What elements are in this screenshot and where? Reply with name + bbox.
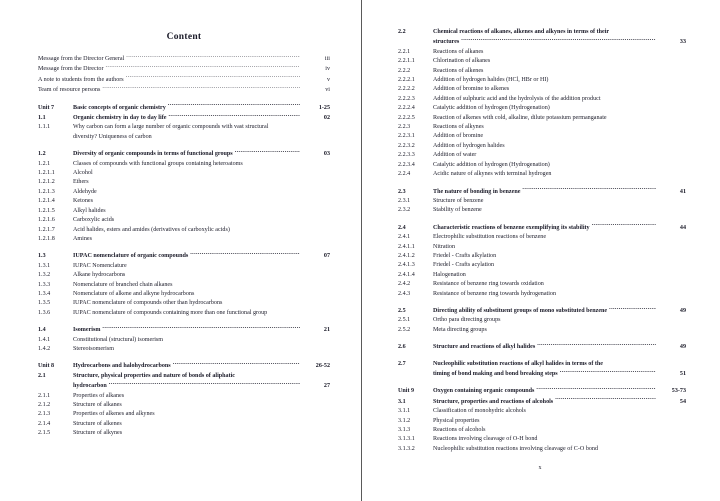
- front-matter-row[interactable]: [38, 64, 330, 74]
- entry-number: 2.2.2.2: [398, 86, 415, 93]
- leader-dots: [592, 223, 656, 229]
- entry-number: 2.1: [38, 372, 46, 379]
- entry-label: Carboxylic acids: [73, 217, 115, 224]
- entry-number: 2.2.4: [398, 171, 411, 178]
- leader-dots: [555, 397, 656, 403]
- toc-entry-row[interactable]: [38, 290, 330, 299]
- entry-label: The nature of bonding in benzene: [433, 188, 521, 195]
- leader-dots: [461, 37, 656, 43]
- entry-number: 1.2: [38, 151, 46, 158]
- entry-label: Meta directing groups: [433, 326, 487, 333]
- entry-number: 1.3.1: [38, 262, 51, 269]
- entry-label: Reaction of alkenes with cold, alkaline, dilute potassium permanganate: [433, 114, 607, 121]
- leader-dots: [235, 149, 300, 155]
- entry-label: Friedel - Crafts alkylation: [433, 252, 497, 259]
- entry-label: Addition of bromine to alkenes: [433, 86, 510, 93]
- entry-label: Reactions involving cleavage of O-H bond: [433, 436, 538, 443]
- toc-entry-row[interactable]: [38, 325, 330, 335]
- entry-label: hydrocarbon: [73, 383, 107, 390]
- entry-label: Hydrocarbons and halohydrocarbons: [73, 363, 171, 370]
- entry-number: 2.2.1: [398, 48, 411, 55]
- toc-entry-row[interactable]: [398, 280, 686, 289]
- toc-entry-row[interactable]: [398, 187, 686, 197]
- toc-list-left: [38, 103, 330, 439]
- toc-entry-row[interactable]: [398, 76, 686, 85]
- entry-number: 2.4: [398, 224, 406, 231]
- entry-label: IUPAC Nomenclature: [73, 262, 127, 269]
- entry-label: Properties of alkanes: [73, 392, 125, 399]
- toc-unit-row[interactable]: [38, 361, 330, 371]
- entry-number: 1.2.1.6: [38, 217, 55, 224]
- front-matter-label: Team of resource persons: [38, 87, 101, 94]
- entry-label: Friedel - Crafts acylation: [433, 262, 495, 269]
- toc-entry-row[interactable]: [398, 48, 686, 57]
- leader-dots: [560, 369, 656, 375]
- entry-number: 2.5.2: [398, 326, 411, 333]
- entry-label: Why carbon can form a large number of organic compounds with vast structural: [73, 124, 269, 131]
- entry-number: 3.1.1: [398, 408, 411, 415]
- leader-dots: [168, 113, 300, 119]
- entry-number: 1.3.4: [38, 290, 51, 297]
- entry-number: Unit 7: [38, 104, 55, 111]
- entry-number: 2.4.1: [398, 234, 411, 241]
- entry-label: Constitutional (structural) isomerism: [73, 336, 164, 343]
- entry-label: Nucleophilic substitution reactions involving cleavage of C-O bond: [433, 445, 599, 452]
- entry-label: Addition of hydrogen halides: [433, 142, 505, 149]
- toc-entry-continuation[interactable]: [38, 381, 330, 391]
- entry-number: 1.3.3: [38, 281, 51, 288]
- entry-number-spacer: [38, 133, 73, 142]
- entry-label: Structure of alkenes: [73, 420, 122, 427]
- entry-number: 2.1.2: [38, 402, 51, 408]
- entry-number: 1.2.1.3: [38, 188, 55, 195]
- leader-dots: [168, 103, 300, 109]
- entry-label: Nomenclature of branched chain alkanes: [73, 281, 173, 288]
- toc-entry-row[interactable]: [398, 161, 686, 170]
- toc-entry-row[interactable]: [398, 261, 686, 270]
- entry-number: 1.2.1.1: [38, 170, 55, 177]
- page-number: 26-52: [315, 363, 330, 370]
- toc-entry-continuation[interactable]: [398, 369, 686, 379]
- entry-label: IUPAC nomenclature of organic compounds: [73, 253, 189, 260]
- toc-entry-row[interactable]: [38, 149, 330, 159]
- page-number: 51: [679, 371, 686, 377]
- entry-number: 1.3.5: [38, 300, 51, 307]
- entry-number: 2.5.1: [398, 317, 411, 324]
- page-number: 44: [679, 224, 686, 231]
- page-number: 07: [323, 253, 330, 260]
- front-matter-label: Message from the Director: [38, 66, 104, 73]
- toc-unit-row[interactable]: [398, 386, 686, 396]
- toc-entry-row[interactable]: [398, 445, 686, 454]
- entry-label: Catalytic addition of hydrogen (Hydrogenation): [433, 105, 550, 112]
- entry-number: 2.3.2: [398, 207, 411, 214]
- entry-number: 1.2.1.7: [38, 226, 55, 233]
- toc-unit-row[interactable]: [38, 103, 330, 113]
- entry-number: 2.4.3: [398, 290, 411, 297]
- toc-entry-row[interactable]: [398, 67, 686, 76]
- entry-label: Alkyl halides: [73, 207, 106, 214]
- toc-entry-row[interactable]: [38, 410, 330, 419]
- toc-entry-continuation[interactable]: [398, 37, 686, 47]
- leader-dots: [173, 361, 300, 367]
- entry-label: Reactions of alkynes: [433, 124, 484, 131]
- toc-entry-row[interactable]: [398, 407, 686, 416]
- page-number: 27: [323, 383, 330, 390]
- toc-entry-row[interactable]: [398, 206, 686, 215]
- toc-entry-row[interactable]: [38, 420, 330, 429]
- entry-label: Classification of monohydric alcohols: [433, 408, 526, 415]
- entry-number: 2.4.1.3: [398, 262, 415, 269]
- entry-label: Resistance of benzene ring towards oxidation: [433, 281, 544, 288]
- entry-number: 3.1.3.2: [398, 445, 415, 452]
- front-matter-row[interactable]: [38, 85, 330, 95]
- toc-entry-row[interactable]: [38, 188, 330, 197]
- entry-label: Structure of benzene: [433, 197, 484, 204]
- toc-entry-row[interactable]: [398, 417, 686, 426]
- toc-entry-row[interactable]: [38, 336, 330, 345]
- leader-dots: [126, 75, 300, 81]
- entry-number: 1.2.1: [38, 160, 51, 167]
- page-number: 03: [323, 151, 330, 158]
- entry-number: 3.1: [398, 398, 406, 405]
- entry-number: 2.3: [398, 188, 406, 195]
- entry-label: Characteristic reactions of benzene exemplifying its stability: [433, 224, 590, 231]
- toc-entry-row[interactable]: [398, 28, 686, 37]
- toc-entry-row[interactable]: [398, 57, 686, 66]
- entry-label: Properties of alkenes and alkynes: [73, 411, 155, 418]
- entry-number: 2.2.2.3: [398, 95, 415, 102]
- page-number: 21: [323, 327, 330, 334]
- toc-entry-row[interactable]: [398, 306, 686, 316]
- front-matter-list: [38, 54, 330, 96]
- entry-label: Alcohol: [73, 170, 93, 177]
- entry-number-spacer: [398, 370, 433, 379]
- entry-number: 2.1.3: [38, 411, 51, 418]
- toc-entry-row[interactable]: [398, 252, 686, 261]
- leader-dots: [536, 386, 656, 392]
- entry-label: Chemical reactions of alkanes, alkenes and alkynes in terms of their: [433, 29, 610, 35]
- entry-label: Stereoisomerism: [73, 345, 114, 352]
- folio-number: x: [538, 465, 542, 471]
- front-matter-row[interactable]: [38, 75, 330, 85]
- toc-entry-row[interactable]: [38, 392, 330, 401]
- entry-label: timing of bond making and bond breaking steps: [433, 371, 558, 377]
- toc-entry-row[interactable]: [38, 251, 330, 261]
- entry-label: Catalytic addition of hydrogen (Hydrogenation): [433, 161, 550, 168]
- right-page: [360, 0, 720, 501]
- entry-number: 2.2.2.4: [398, 105, 415, 112]
- entry-label: IUPAC nomenclature of compounds containing more than one functional group: [73, 309, 268, 316]
- entry-number: 1.4.2: [38, 345, 51, 352]
- page-number: 53-73: [671, 388, 686, 395]
- entry-number: 1.3.2: [38, 272, 51, 279]
- toc-entry-row[interactable]: [38, 262, 330, 271]
- toc-entry-row[interactable]: [398, 290, 686, 299]
- toc-entry-row[interactable]: [398, 104, 686, 113]
- entry-label: Ethers: [73, 179, 89, 186]
- entry-number: 2.4.1.1: [398, 243, 415, 250]
- toc-entry-row[interactable]: [398, 342, 686, 352]
- entry-label: Addition of hydrogen halides (HCl, HBr or HI): [433, 77, 549, 84]
- entry-label: Structure of alkynes: [73, 430, 123, 437]
- toc-entry-row[interactable]: [398, 243, 686, 252]
- leader-dots: [609, 306, 656, 312]
- entry-label: Ortho para directing groups: [433, 317, 501, 324]
- entry-label: Chlorination of alkanes: [433, 58, 491, 65]
- entry-number: 1.4: [38, 327, 46, 334]
- entry-label: Classes of compounds with functional groups containing heteroatoms: [73, 160, 243, 167]
- page-number: 41: [679, 188, 686, 195]
- toc-entry-row[interactable]: [38, 123, 330, 132]
- toc-entry-row[interactable]: [398, 233, 686, 242]
- toc-entry-row[interactable]: [398, 426, 686, 435]
- leader-dots: [105, 64, 300, 70]
- toc-entry-row[interactable]: [398, 123, 686, 132]
- toc-entry-row[interactable]: [398, 151, 686, 160]
- entry-number: 2.4.2: [398, 281, 411, 288]
- entry-label: Addition of bromine: [433, 133, 484, 140]
- entry-number: 2.4.1.2: [398, 252, 415, 259]
- leader-dots: [102, 325, 300, 331]
- page-title: Content: [166, 32, 202, 42]
- toc-entry-row[interactable]: [38, 235, 330, 244]
- toc-entry-row[interactable]: [38, 345, 330, 354]
- leader-dots: [126, 54, 300, 60]
- toc-entry-row[interactable]: [38, 401, 330, 410]
- entry-number: 2.2.3.2: [398, 142, 415, 149]
- leader-dots: [102, 85, 300, 91]
- entry-label: Basic concepts of organic chemistry: [73, 104, 166, 111]
- entry-label: structures: [433, 39, 460, 46]
- entry-label: Nitration: [433, 243, 456, 250]
- entry-label: Structure of alkanes: [73, 402, 122, 408]
- entry-label: diversity? Uniqueness of carbon: [73, 133, 152, 140]
- page-number: 33: [679, 39, 686, 46]
- toc-entry-row[interactable]: [38, 216, 330, 225]
- entry-label: Aldehyde: [73, 188, 97, 195]
- entry-label: Directing ability of substituent groups of mono substituted benzene: [433, 307, 608, 314]
- entry-number: 2.2.3.3: [398, 152, 415, 159]
- toc-entry-row[interactable]: [398, 360, 686, 369]
- page-number: v: [326, 76, 330, 83]
- toc-entry-row[interactable]: [38, 169, 330, 178]
- toc-entry-row[interactable]: [38, 207, 330, 216]
- entry-label: Oxygen containing organic compounds: [433, 388, 535, 395]
- front-matter-label: A note to students from the authors: [38, 76, 124, 83]
- entry-number: 1.2.1.8: [38, 235, 55, 242]
- toc-entry-row[interactable]: [398, 142, 686, 151]
- entry-number: 2.2.3: [398, 124, 411, 131]
- front-matter-label: Message from the Director General: [38, 56, 125, 62]
- entry-number: 1.1.1: [38, 124, 51, 131]
- toc-entry-row[interactable]: [398, 397, 686, 407]
- entry-number: 2.2.3.1: [398, 133, 415, 140]
- entry-label: Halogenation: [433, 271, 466, 278]
- toc-entry-row[interactable]: [38, 160, 330, 169]
- toc-entry-row[interactable]: [398, 326, 686, 335]
- toc-entry-row[interactable]: [38, 113, 330, 123]
- entry-label: Acidic nature of alkynes with terminal hydrogen: [433, 171, 552, 178]
- page-number: iv: [325, 66, 330, 73]
- page-number: 54: [679, 398, 686, 405]
- leader-dots: [522, 187, 656, 193]
- entry-label: Alkane hydrocarbons: [73, 272, 126, 279]
- entry-label: Addition of water: [433, 152, 477, 159]
- entry-label: Reactions of alkanes: [433, 48, 484, 55]
- entry-number: 2.6: [398, 344, 406, 351]
- entry-number-spacer: [38, 382, 73, 391]
- entry-label: Reactions of alkenes: [433, 67, 484, 74]
- toc-entry-row[interactable]: [38, 281, 330, 290]
- entry-number: 2.1.1: [38, 392, 51, 399]
- toc-entry-row[interactable]: [38, 178, 330, 187]
- entry-number: 1.3: [38, 253, 46, 260]
- toc-entry-row[interactable]: [38, 299, 330, 308]
- entry-label: Diversity of organic compounds in terms of functional groups: [73, 151, 233, 158]
- entry-label: Structure and reactions of alkyl halides: [433, 344, 536, 351]
- entry-number: Unit 8: [38, 363, 55, 370]
- toc-entry-row[interactable]: [398, 170, 686, 179]
- entry-number: 2.1.5: [38, 430, 51, 437]
- toc-entry-row[interactable]: [398, 85, 686, 94]
- entry-label: Electrophilic substitution reactions of benzene: [433, 234, 547, 241]
- entry-label: Addition of sulphuric acid and the hydrolysis of the addition product: [433, 95, 601, 102]
- entry-number: 2.2: [398, 29, 406, 35]
- entry-number: 2.4.1.4: [398, 271, 415, 278]
- toc-entry-continuation[interactable]: [38, 133, 330, 142]
- entry-number: 3.1.3: [398, 427, 411, 434]
- toc-entry-row[interactable]: [398, 271, 686, 280]
- entry-label: Amines: [73, 235, 92, 242]
- entry-number: 2.2.3.4: [398, 161, 415, 168]
- page-number: 49: [679, 344, 686, 351]
- entry-label: Stability of benzene: [433, 207, 482, 214]
- front-matter-row[interactable]: [38, 54, 330, 64]
- entry-number: 2.2.2.5: [398, 114, 415, 121]
- entry-label: Physical properties: [433, 417, 480, 424]
- entry-number: 2.3.1: [398, 197, 411, 204]
- page-number: 1-25: [318, 104, 330, 111]
- entry-number: 1.2.1.5: [38, 207, 55, 214]
- entry-number: 2.2.2.1: [398, 77, 415, 84]
- entry-number: 1.2.1.2: [38, 179, 55, 186]
- entry-label: Isomerism: [73, 327, 101, 334]
- entry-label: Organic chemistry in day to day life: [73, 115, 167, 122]
- toc-entry-row[interactable]: [398, 95, 686, 104]
- leader-dots: [109, 381, 300, 387]
- toc-entry-row[interactable]: [398, 197, 686, 206]
- toc-list-right: [398, 28, 686, 454]
- entry-number: 2.7: [398, 360, 406, 367]
- entry-number: Unit 9: [398, 388, 415, 395]
- entry-label: Structure, properties and reactions of alcohols: [433, 398, 554, 405]
- entry-label: Nomenclature of alkene and alkyne hydrocarbons: [73, 290, 195, 297]
- leader-dots: [190, 251, 300, 257]
- entry-label: IUPAC nomenclature of compounds other than hydrocarbons: [73, 300, 223, 307]
- toc-entry-row[interactable]: [38, 226, 330, 235]
- entry-number: 1.1: [38, 115, 46, 122]
- entry-number: 2.2.2: [398, 67, 411, 74]
- page-number: 02: [323, 115, 330, 122]
- entry-label: Nucleophilic substitution reactions of alkyl halides in terms of the: [433, 360, 604, 367]
- toc-entry-row[interactable]: [398, 223, 686, 233]
- entry-number: 2.1.4: [38, 420, 51, 427]
- page-number: 49: [679, 307, 686, 314]
- entry-number: 1.2.1.4: [38, 198, 55, 205]
- toc-entry-row[interactable]: [38, 429, 330, 438]
- entry-label: Structure, physical properties and nature of bonds of aliphatic: [73, 372, 236, 379]
- entry-label: Reactions of alcohols: [433, 427, 486, 434]
- entry-number-spacer: [398, 38, 433, 47]
- page-number: vi: [325, 87, 330, 94]
- toc-entry-row[interactable]: [398, 316, 686, 325]
- toc-entry-row[interactable]: [398, 435, 686, 444]
- entry-number: 2.5: [398, 307, 406, 314]
- leader-dots: [537, 342, 656, 348]
- toc-entry-row[interactable]: [38, 197, 330, 206]
- entry-number: 3.1.2: [398, 417, 411, 424]
- toc-entry-row[interactable]: [38, 309, 330, 318]
- entry-label: Ketones: [73, 198, 93, 205]
- entry-number: 2.2.1.1: [398, 58, 415, 65]
- toc-entry-row[interactable]: [398, 114, 686, 123]
- entry-number: 1.4.1: [38, 336, 51, 343]
- entry-label: Acid halides, esters and amides (derivatives of carboxylic acids): [73, 226, 230, 233]
- toc-entry-row[interactable]: [398, 132, 686, 141]
- toc-entry-row[interactable]: [38, 271, 330, 280]
- page-number: iii: [324, 56, 330, 62]
- entry-number: 3.1.3.1: [398, 436, 415, 443]
- entry-label: Resistance of benzene ring towards hydrogenation: [433, 290, 557, 297]
- toc-entry-row[interactable]: [38, 372, 330, 381]
- entry-number: 1.3.6: [38, 309, 51, 316]
